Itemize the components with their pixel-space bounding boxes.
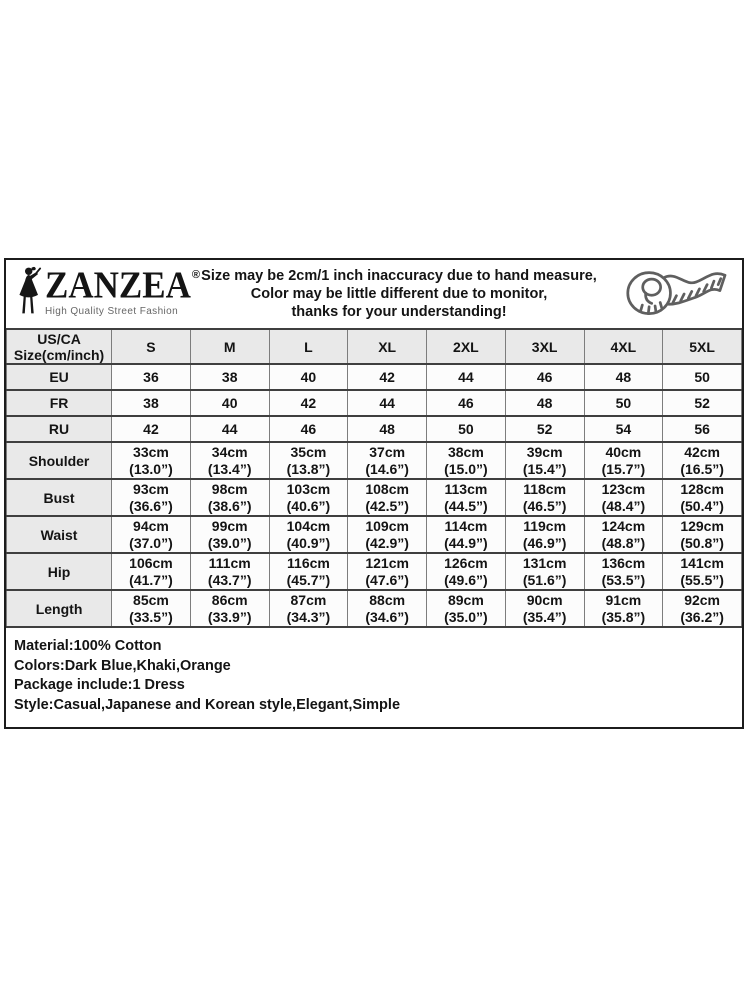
size-cell xyxy=(663,590,742,627)
table-row xyxy=(7,590,742,627)
row-label: Waist xyxy=(7,516,112,553)
size-cell xyxy=(427,553,506,590)
table-row xyxy=(7,416,742,442)
size-col-header: 2XL xyxy=(427,329,506,364)
size-cell-values xyxy=(348,555,426,589)
inch-value: (48.8”) xyxy=(601,534,646,551)
size-cell: 44 xyxy=(348,390,427,416)
size-cell xyxy=(112,516,191,553)
size-cell xyxy=(427,516,506,553)
row-label: Shoulder xyxy=(7,442,112,479)
cm-value: 86cm xyxy=(211,591,248,608)
size-cell: 48 xyxy=(348,416,427,442)
size-cell: 42 xyxy=(269,390,348,416)
size-cell-values xyxy=(506,555,584,589)
size-cell-values xyxy=(348,444,426,478)
size-col-header: XL xyxy=(348,329,427,364)
size-cell-values xyxy=(585,518,663,552)
cm-value: 108cm xyxy=(365,480,409,497)
inch-value: (33.5”) xyxy=(129,608,173,625)
inch-value: (35.0”) xyxy=(444,608,488,625)
size-cell: 48 xyxy=(584,364,663,390)
row-label: FR xyxy=(7,390,112,416)
size-cell-values xyxy=(191,444,269,478)
size-cell-values xyxy=(506,518,584,552)
size-cell xyxy=(348,590,427,627)
size-cell-values xyxy=(585,555,663,589)
cm-value: 39cm xyxy=(526,443,563,460)
inch-value: (48.4”) xyxy=(601,497,646,514)
cm-value: 87cm xyxy=(290,591,327,608)
size-cell xyxy=(663,553,742,590)
size-cell: 44 xyxy=(427,364,506,390)
size-cell: 50 xyxy=(663,364,742,390)
size-cell-values xyxy=(112,444,190,478)
inch-value: (36.6”) xyxy=(129,497,173,514)
cm-value: 94cm xyxy=(133,517,169,534)
cm-value: 93cm xyxy=(133,480,169,497)
size-cell xyxy=(584,590,663,627)
size-cell-values xyxy=(427,592,505,626)
size-cell xyxy=(190,442,269,479)
size-cell: 46 xyxy=(427,390,506,416)
cm-value: 119cm xyxy=(523,517,567,534)
cm-value: 35cm xyxy=(290,443,327,460)
woman-figure-icon xyxy=(13,265,43,324)
size-cell-values xyxy=(270,592,348,626)
detail-line-package: Package include:1 Dress xyxy=(14,677,185,693)
size-cell-values xyxy=(112,592,190,626)
size-col-header: 4XL xyxy=(584,329,663,364)
inch-value: (33.9”) xyxy=(207,608,252,625)
cm-value: 113cm xyxy=(444,480,488,497)
size-cell xyxy=(663,479,742,516)
size-cell: 44 xyxy=(190,416,269,442)
cm-value: 37cm xyxy=(369,443,406,460)
inch-value: (35.4”) xyxy=(522,608,567,625)
inch-value: (46.9”) xyxy=(522,534,567,551)
size-cell xyxy=(505,590,584,627)
cm-value: 106cm xyxy=(129,554,173,571)
cm-value: 34cm xyxy=(211,443,248,460)
row-label: RU xyxy=(7,416,112,442)
size-table xyxy=(6,328,742,628)
cm-value: 116cm xyxy=(287,554,330,571)
inch-value: (13.4”) xyxy=(207,460,252,477)
size-cell xyxy=(584,442,663,479)
cm-value: 33cm xyxy=(133,443,169,460)
inch-value: (42.5”) xyxy=(365,497,409,514)
size-cell-values xyxy=(270,444,348,478)
inch-value: (49.6”) xyxy=(444,571,488,588)
inch-value: (35.8”) xyxy=(601,608,646,625)
size-cell: 46 xyxy=(269,416,348,442)
size-cell-values xyxy=(270,481,348,515)
size-cell xyxy=(505,516,584,553)
inch-value: (53.5”) xyxy=(601,571,646,588)
inch-value: (41.7”) xyxy=(129,571,173,588)
size-cell-values xyxy=(663,555,741,589)
brand-text-block xyxy=(45,264,200,317)
size-cell xyxy=(269,553,348,590)
inch-value: (51.6”) xyxy=(522,571,567,588)
size-cell xyxy=(505,479,584,516)
row-label: Length xyxy=(7,590,112,627)
notice-line: Size may be 2cm/1 inch inaccuracy due to hand measure, xyxy=(201,268,597,284)
size-cell-values xyxy=(585,592,663,626)
size-col-header: M xyxy=(190,329,269,364)
inch-value: (16.5”) xyxy=(680,460,724,477)
cm-value: 128cm xyxy=(680,480,724,497)
cm-value: 109cm xyxy=(365,517,409,534)
inch-value: (13.0”) xyxy=(129,460,173,477)
inch-value: (40.9”) xyxy=(286,534,331,551)
size-col-header: L xyxy=(269,329,348,364)
size-cell xyxy=(190,479,269,516)
inch-value: (44.5”) xyxy=(444,497,488,514)
size-cell-values xyxy=(112,481,190,515)
brand-wordmark: ZANZEA xyxy=(45,264,191,307)
inch-value: (42.9”) xyxy=(365,534,409,551)
detail-line-material: Material:100% Cotton xyxy=(14,638,162,654)
size-cell-values xyxy=(270,555,348,589)
size-cell-values xyxy=(112,555,190,589)
size-cell-values xyxy=(191,481,269,515)
inch-value: (50.8”) xyxy=(680,534,724,551)
inch-value: (46.5”) xyxy=(522,497,567,514)
size-chart-sheet xyxy=(4,258,744,729)
size-cell xyxy=(269,479,348,516)
table-row xyxy=(7,479,742,516)
cm-value: 118cm xyxy=(523,480,567,497)
inch-value: (34.3”) xyxy=(286,608,331,625)
inch-value: (15.4”) xyxy=(522,460,567,477)
size-col-header: 5XL xyxy=(663,329,742,364)
size-cell xyxy=(112,553,191,590)
brand-logo xyxy=(6,264,200,324)
size-cell-values xyxy=(506,444,584,478)
brand-tagline: High Quality Street Fashion xyxy=(45,305,179,317)
size-cell: 40 xyxy=(190,390,269,416)
cm-value: 38cm xyxy=(447,443,484,460)
size-cell-values xyxy=(191,555,269,589)
size-cell-values xyxy=(112,518,190,552)
inch-value: (43.7”) xyxy=(207,571,252,588)
cm-value: 121cm xyxy=(365,554,409,571)
size-cell-values xyxy=(348,481,426,515)
inch-value: (47.6”) xyxy=(365,571,409,588)
cm-value: 98cm xyxy=(211,480,248,497)
notice-line: thanks for your understanding! xyxy=(291,304,507,320)
size-cell xyxy=(112,442,191,479)
size-cell-values xyxy=(506,481,584,515)
inch-value: (38.6”) xyxy=(207,497,252,514)
size-cell: 52 xyxy=(663,390,742,416)
size-cell xyxy=(663,442,742,479)
detail-line-colors: Colors:Dark Blue,Khaki,Orange xyxy=(14,657,231,674)
size-cell-values xyxy=(585,481,663,515)
cm-value: 114cm xyxy=(444,517,488,534)
size-cell xyxy=(584,516,663,553)
size-cell: 48 xyxy=(505,390,584,416)
size-cell-values xyxy=(348,592,426,626)
size-cell-values xyxy=(663,444,741,478)
size-cell xyxy=(348,516,427,553)
cm-value: 89cm xyxy=(447,591,484,608)
cm-value: 123cm xyxy=(601,480,646,497)
size-cell xyxy=(348,442,427,479)
cm-value: 92cm xyxy=(684,591,721,608)
size-cell xyxy=(348,553,427,590)
size-cell-values xyxy=(506,592,584,626)
inch-value: (50.4”) xyxy=(680,497,724,514)
size-cell: 42 xyxy=(348,364,427,390)
size-cell xyxy=(269,590,348,627)
size-cell xyxy=(190,553,269,590)
inch-value: (36.2”) xyxy=(680,608,724,625)
inch-value: (15.0”) xyxy=(444,460,488,477)
size-cell xyxy=(427,479,506,516)
size-cell xyxy=(505,442,584,479)
size-cell-values xyxy=(427,444,505,478)
size-cell-values xyxy=(427,555,505,589)
size-cell xyxy=(584,553,663,590)
inch-value: (15.7”) xyxy=(601,460,646,477)
cm-value: 136cm xyxy=(601,554,646,571)
header-band xyxy=(6,260,742,328)
size-cell xyxy=(348,479,427,516)
table-row xyxy=(7,364,742,390)
inch-value: (13.8”) xyxy=(286,460,331,477)
table-row xyxy=(7,442,742,479)
notice-text xyxy=(191,267,604,321)
size-cell: 50 xyxy=(427,416,506,442)
measuring-tape-icon xyxy=(604,265,742,323)
cm-value: 42cm xyxy=(684,443,721,460)
cm-value: 129cm xyxy=(680,517,724,534)
size-cell-values xyxy=(427,481,505,515)
cm-value: 99cm xyxy=(211,517,248,534)
inch-value: (39.0”) xyxy=(207,534,252,551)
size-cell xyxy=(112,590,191,627)
size-cell-values xyxy=(663,592,741,626)
cm-value: 88cm xyxy=(369,591,406,608)
size-cell: 38 xyxy=(112,390,191,416)
size-cell xyxy=(112,479,191,516)
size-cell: 40 xyxy=(269,364,348,390)
cm-value: 111cm xyxy=(208,554,251,571)
cm-value: 90cm xyxy=(526,591,563,608)
detail-line-style: Style:Casual,Japanese and Korean style,Elegant,Simple xyxy=(14,696,401,713)
size-cell-values xyxy=(427,518,505,552)
row-label: EU xyxy=(7,364,112,390)
size-cell: 52 xyxy=(505,416,584,442)
inch-value: (45.7”) xyxy=(286,571,331,588)
row-label: Bust xyxy=(7,479,112,516)
size-cell xyxy=(427,442,506,479)
notice-line: Color may be little different due to monitor, xyxy=(250,286,548,302)
size-cell: 56 xyxy=(663,416,742,442)
inch-value: (34.6”) xyxy=(365,608,409,625)
size-cell xyxy=(505,553,584,590)
size-cell-values xyxy=(191,518,269,552)
inch-value: (40.6”) xyxy=(286,497,331,514)
size-cell-values xyxy=(585,444,663,478)
cm-value: 126cm xyxy=(444,554,488,571)
row-label: Hip xyxy=(7,553,112,590)
registered-mark: ® xyxy=(191,269,200,282)
inch-value: (44.9”) xyxy=(444,534,488,551)
size-cell: 54 xyxy=(584,416,663,442)
corner-line: US/CA xyxy=(37,330,81,347)
inch-value: (14.6”) xyxy=(365,460,409,477)
size-cell: 36 xyxy=(112,364,191,390)
table-row xyxy=(7,553,742,590)
cm-value: 104cm xyxy=(286,517,331,534)
inch-value: (37.0”) xyxy=(129,534,173,551)
cm-value: 40cm xyxy=(605,443,642,460)
size-cell-values xyxy=(663,518,741,552)
cm-value: 124cm xyxy=(601,517,646,534)
size-cell xyxy=(584,479,663,516)
size-cell xyxy=(427,590,506,627)
cm-value: 91cm xyxy=(605,591,642,608)
inch-value: (55.5”) xyxy=(680,571,724,588)
table-row xyxy=(7,390,742,416)
table-corner-cell xyxy=(7,329,112,364)
cm-value: 85cm xyxy=(133,591,169,608)
size-cell xyxy=(190,590,269,627)
size-cell: 50 xyxy=(584,390,663,416)
size-cell xyxy=(190,516,269,553)
size-col-header: S xyxy=(112,329,191,364)
cm-value: 141cm xyxy=(680,554,724,571)
table-header-row xyxy=(7,329,742,364)
corner-line: Size(cm/inch) xyxy=(13,346,105,363)
size-cell-values xyxy=(191,592,269,626)
size-cell: 46 xyxy=(505,364,584,390)
size-cell-values xyxy=(348,518,426,552)
size-col-header: 3XL xyxy=(505,329,584,364)
size-cell xyxy=(269,442,348,479)
cm-value: 103cm xyxy=(286,480,331,497)
size-cell: 42 xyxy=(112,416,191,442)
size-cell xyxy=(269,516,348,553)
size-cell xyxy=(663,516,742,553)
size-cell-values xyxy=(270,518,348,552)
cm-value: 131cm xyxy=(522,554,567,571)
table-row xyxy=(7,516,742,553)
size-cell-values xyxy=(663,481,741,515)
product-details xyxy=(6,628,742,727)
size-cell: 38 xyxy=(190,364,269,390)
